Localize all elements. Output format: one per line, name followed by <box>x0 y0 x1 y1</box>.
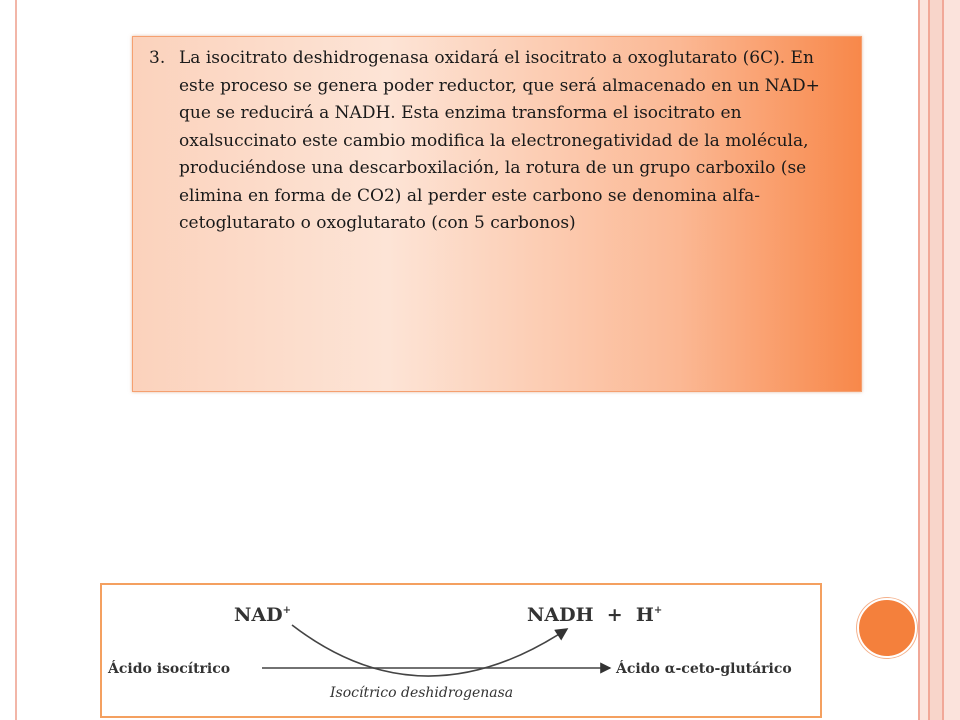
right-border-band <box>920 0 928 720</box>
nadh-label: NADH + H+ <box>527 604 663 626</box>
substrate-label: Ácido isocítrico <box>108 661 231 677</box>
content-text-box <box>132 36 862 392</box>
list-item-number: 3. <box>149 48 166 68</box>
product-label: Ácido α-ceto-glutárico <box>616 661 792 677</box>
reaction-svg <box>102 585 820 716</box>
right-border-band <box>930 0 942 720</box>
list-item <box>149 45 843 238</box>
reaction-diagram <box>100 583 822 718</box>
enzyme-label: Isocítrico deshidrogenasa <box>330 685 514 701</box>
left-border-line <box>15 0 17 720</box>
list-item-text: La isocitrato deshidrogenasa oxidará el isocitrato a oxoglutarato (6C). En este proceso se genera poder reductor, que será almacenado en un NAD+ que se reducirá a NADH. Esta enzima transforma el isocitrato en oxalsuccinato este cambio modifica la electronegatividad de la molécula, produciéndose una descarboxilación, la rotura de un grupo carboxilo (se elimina en forma de CO2) al perder este carbono se denomina alfa-cetoglutarato o oxoglutarato (con 5 carbonos) <box>179 48 820 233</box>
right-border-band <box>944 0 960 720</box>
nad-label: NAD+ <box>234 604 291 626</box>
left-border <box>0 0 46 720</box>
decorative-circle <box>857 598 917 658</box>
